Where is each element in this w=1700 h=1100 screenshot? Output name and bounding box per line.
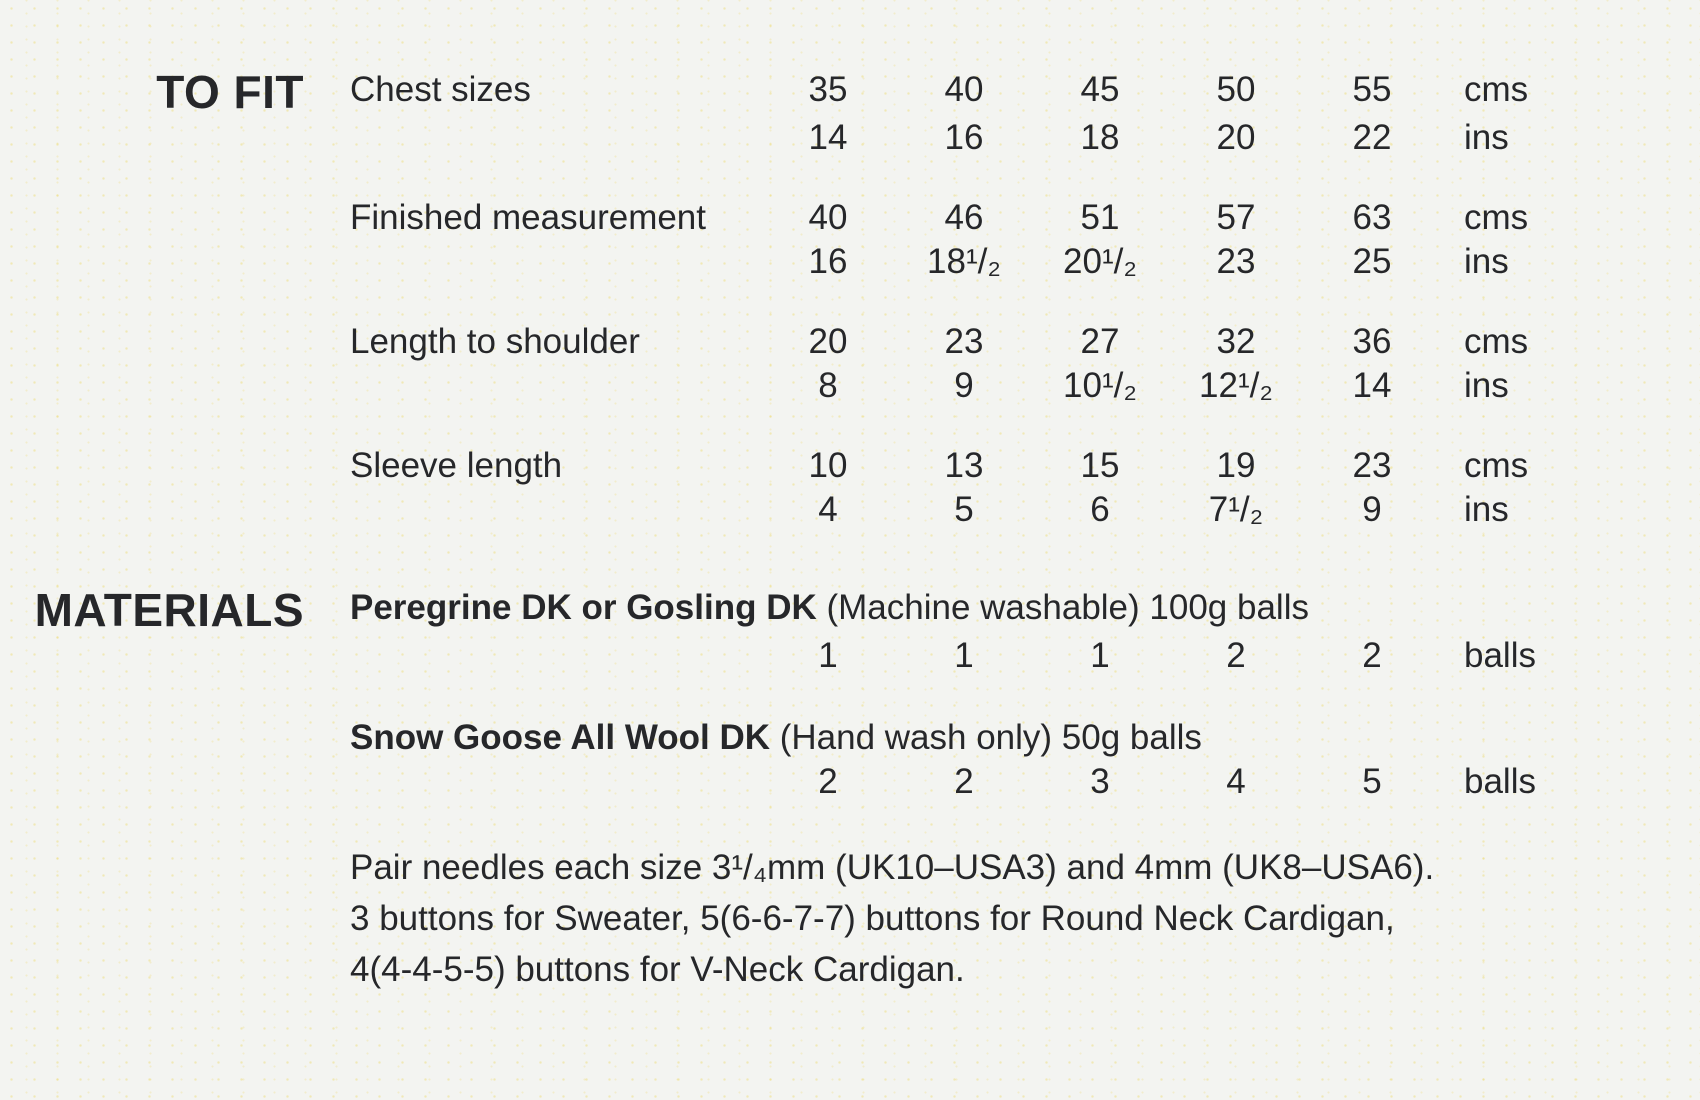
yarn-note: (Machine washable) 100g balls (816, 588, 1309, 627)
materials-heading: MATERIALS (34, 584, 304, 636)
measurement-value: 40 (808, 198, 848, 237)
measure-row-finished (0, 196, 1700, 284)
unit-label-cms: cms (1464, 322, 1529, 361)
yarn-name: Peregrine DK or Gosling DK (350, 588, 817, 627)
yarn-snow-goose (0, 716, 1700, 804)
measurement-label: Finished measurement (350, 198, 706, 237)
measurement-value: 20¹/₂ (1063, 242, 1137, 281)
yarn-title-line (350, 586, 1600, 634)
unit-label-balls: balls (1464, 762, 1536, 801)
measurement-value: 9 (954, 366, 974, 405)
unit-label-balls: balls (1464, 636, 1536, 675)
measurement-value: 18¹/₂ (927, 242, 1001, 281)
materials-section (0, 586, 1700, 995)
yarn-title-line (350, 716, 1600, 760)
yarn-quantity: 4 (1226, 762, 1246, 801)
measurement-value: 63 (1352, 198, 1392, 237)
measurement-value: 4 (818, 490, 838, 529)
note-line: 4(4-4-5-5) buttons for V-Neck Cardigan. (350, 950, 965, 989)
measurement-value: 40 (944, 70, 984, 109)
measure-row-length (0, 320, 1700, 408)
measurement-value: 14 (808, 118, 848, 157)
unit-label-ins: ins (1464, 242, 1509, 281)
note-line: 3 buttons for Sweater, 5(6-6-7-7) buttons for Round Neck Cardigan, (350, 899, 1395, 938)
yarn-quantity: 1 (818, 636, 838, 675)
measurement-value: 45 (1080, 70, 1120, 109)
measurement-value: 55 (1352, 70, 1392, 109)
unit-label-ins: ins (1464, 366, 1509, 405)
measurement-value: 8 (818, 366, 838, 405)
measurement-value: 27 (1080, 322, 1120, 361)
measurement-value: 14 (1352, 366, 1392, 405)
yarn-quantity: 2 (1226, 636, 1246, 675)
measurement-value: 25 (1352, 242, 1392, 281)
measure-row-chest (0, 68, 1700, 160)
measurement-value: 50 (1216, 70, 1256, 109)
yarn-name: Snow Goose All Wool DK (350, 718, 770, 757)
measurement-value: 15 (1080, 446, 1120, 485)
measurement-value: 57 (1216, 198, 1256, 237)
measurement-value: 16 (808, 242, 848, 281)
measurement-value: 16 (944, 118, 984, 157)
measurement-value: 9 (1362, 490, 1382, 529)
measurement-value: 5 (954, 490, 974, 529)
measurement-value: 51 (1080, 198, 1120, 237)
measurement-value: 13 (944, 446, 984, 485)
measurement-label: Length to shoulder (350, 322, 640, 361)
yarn-quantity: 2 (954, 762, 974, 801)
measurement-value: 7¹/₂ (1208, 490, 1264, 529)
measurement-value: 10 (808, 446, 848, 485)
yarn-quantity: 1 (954, 636, 974, 675)
yarn-quantity-row (0, 760, 1700, 804)
unit-label-cms: cms (1464, 446, 1529, 485)
needles-buttons-notes (350, 842, 1700, 995)
measurement-value: 20 (808, 322, 848, 361)
measurement-value: 20 (1216, 118, 1256, 157)
unit-label-cms: cms (1464, 198, 1529, 237)
measurement-value: 10¹/₂ (1063, 366, 1137, 405)
yarn-quantity: 2 (1362, 636, 1382, 675)
measurement-value: 23 (1216, 242, 1256, 281)
unit-label-cms: cms (1464, 70, 1529, 109)
yarn-quantity-row (0, 634, 1700, 678)
measurement-value: 32 (1216, 322, 1256, 361)
measurement-value: 18 (1080, 118, 1120, 157)
measurement-value: 6 (1090, 490, 1110, 529)
measurement-value: 23 (1352, 446, 1392, 485)
measure-row-sleeve (0, 444, 1700, 532)
yarn-quantity: 1 (1090, 636, 1110, 675)
measurement-value: 12¹/₂ (1199, 366, 1273, 405)
measurement-label: Sleeve length (350, 446, 563, 485)
measurement-value: 36 (1352, 322, 1392, 361)
yarn-quantity: 5 (1362, 762, 1382, 801)
yarn-quantity: 2 (818, 762, 838, 801)
measurement-value: 23 (944, 322, 984, 361)
measurement-value: 22 (1352, 118, 1392, 157)
yarn-peregrine (0, 586, 1700, 678)
to-fit-section (0, 68, 1700, 532)
measurement-label: Chest sizes (350, 70, 531, 109)
yarn-note: (Hand wash only) 50g balls (770, 718, 1202, 757)
measurement-value: 46 (944, 198, 984, 237)
yarn-quantity: 3 (1090, 762, 1110, 801)
unit-label-ins: ins (1464, 118, 1509, 157)
measurement-value: 35 (808, 70, 848, 109)
to-fit-heading: TO FIT (156, 66, 304, 118)
note-line: Pair needles each size 3¹/₄mm (UK10–USA3) and 4mm (UK8–USA6). (350, 848, 1435, 887)
measurement-value: 19 (1216, 446, 1256, 485)
unit-label-ins: ins (1464, 490, 1509, 529)
